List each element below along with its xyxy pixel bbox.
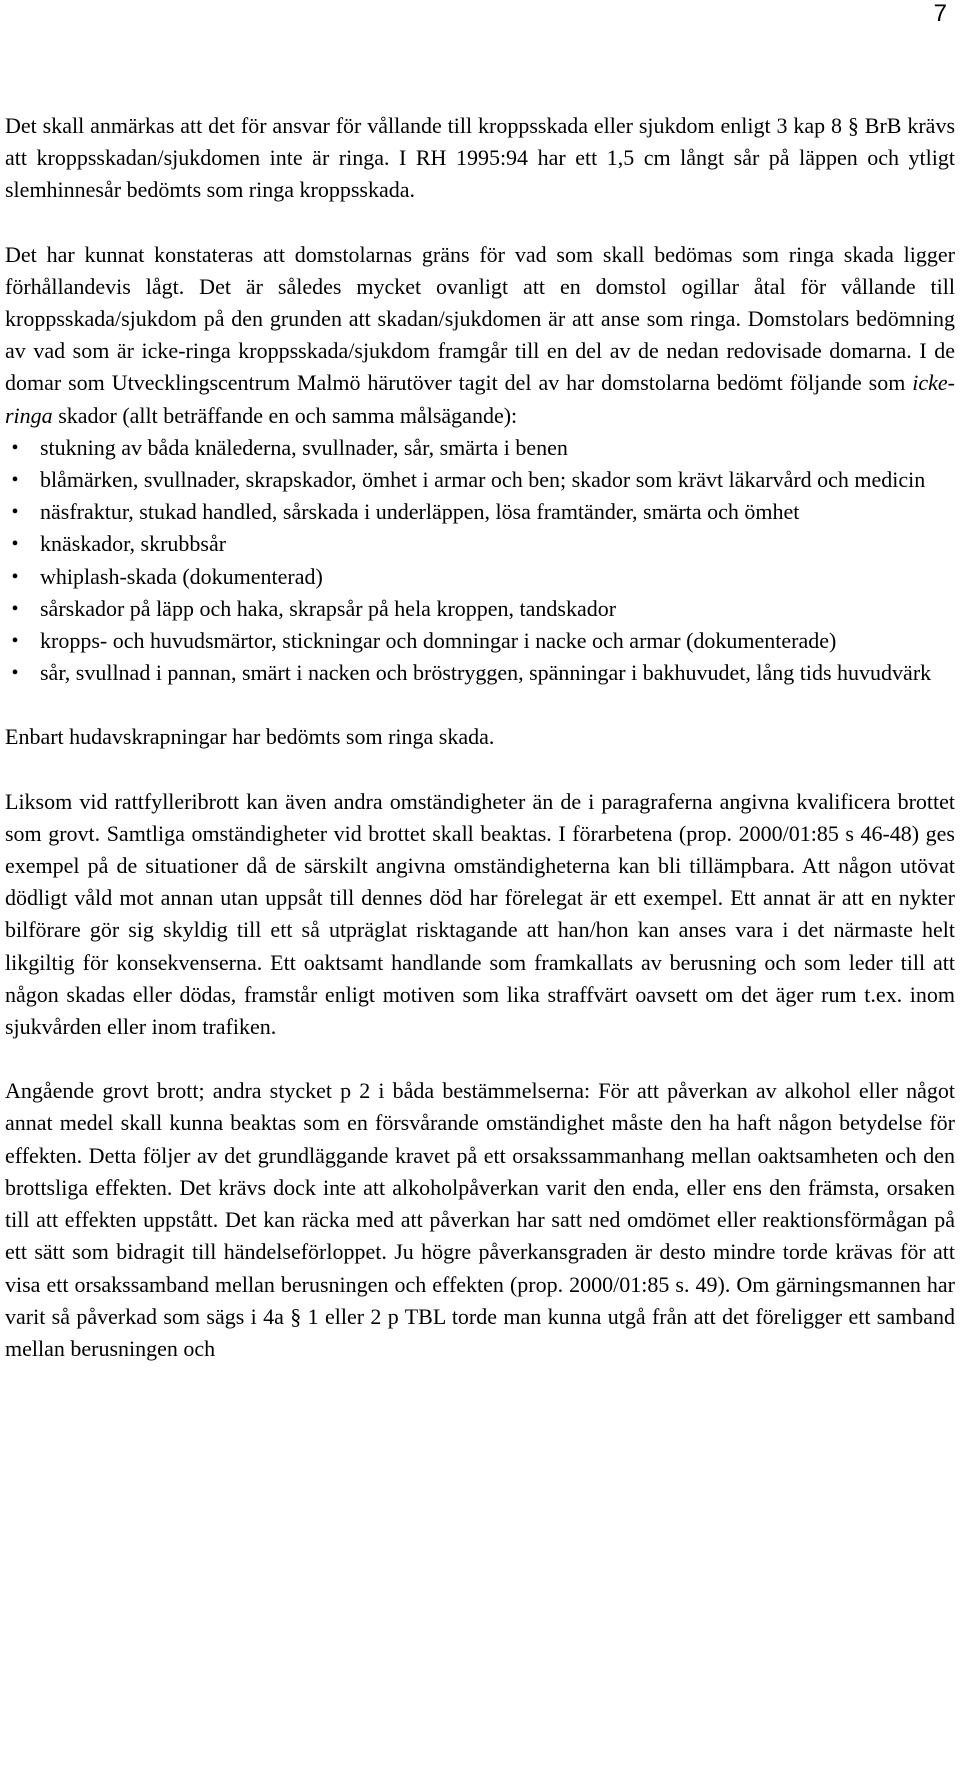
list-item-text: blåmärken, svullnader, skrapskador, ömhet i armar och ben; skador som krävt läkarvård och medicin: [40, 467, 926, 493]
bullet-icon: •: [11, 630, 19, 653]
bullet-icon: •: [11, 501, 19, 524]
list-item-text: kropps- och huvudsmärtor, stickningar och domningar i nacke och armar (dokumenterade): [40, 628, 837, 654]
list-item: [5, 593, 955, 625]
list-item: [5, 625, 955, 657]
list-item-text: whiplash-skada (dokumenterad): [40, 563, 323, 589]
paragraph-aggravating-circumstances: Liksom vid rattfylleribrott kan även andra omständigheter än de i paragraferna angivna kvalificera brottet som grovt. Samtliga omständigheter vid brottet skall beaktas. I förarbetena (prop. 2000/01:85 s 46-48) ges exempel på de situationer då de särskilt angivna omständigheterna kan bli tillämpbara. Att någon utövat dödligt våld mot annan utan uppsåt till dennes död har förelegat är ett exempel. Ett annat är att en nykter bilförare gör sig skyldig till ett så utpräglat risktagande att han/hon kan anses vara i det närmaste helt likgiltig för konsekvenserna. Ett oaktsamt handlande som framkallats av berusning och som leder till att någon skadas eller dödas, framstår enligt motiven som lika straffvärt oavsett om det äger rum t.ex. inom sjukvården eller inom trafiken.: [5, 788, 955, 1040]
bullet-icon: •: [11, 436, 19, 459]
bullet-icon: •: [11, 662, 19, 685]
list-item-text: sårskador på läpp och haka, skrapsår på hela kroppen, tandskador: [40, 595, 617, 621]
paragraph-skin-abrasions: Enbart hudavskrapningar har bedömts som ringa skada.: [5, 724, 495, 750]
paragraph-text: skador (allt beträffande en och samma målsägande):: [52, 402, 518, 428]
italic-term: icke-ringa: [5, 370, 955, 428]
list-item-text: knäskador, skrubbsår: [40, 531, 227, 557]
list-item-text: näsfraktur, stukad handled, sårskada i underläppen, lösa framtänder, smärta och ömhet: [40, 499, 800, 525]
list-item: [5, 657, 955, 689]
list-item: [5, 496, 955, 528]
bullet-icon: •: [11, 533, 19, 556]
list-item: [5, 528, 955, 560]
list-item: [5, 432, 955, 464]
page-number: 7: [933, 0, 947, 27]
list-item: [5, 464, 955, 496]
injury-list: [5, 432, 955, 690]
document-body: [5, 110, 955, 1365]
bullet-icon: •: [11, 565, 19, 588]
list-item: [5, 561, 955, 593]
bullet-icon: •: [11, 597, 19, 620]
paragraph-ringa-requirement: Det skall anmärkas att det för ansvar för vållande till kroppsskada eller sjukdom enligt 3 kap 8 § BrB krävs att kroppsskadan/sjukdomen inte är ringa. I RH 1995:94 har ett 1,5 cm långt sår på läppen och ytligt slemhinnesår bedömts som ringa kroppsskada.: [5, 113, 955, 203]
paragraph-gross-offence: Angående grovt brott; andra stycket p 2 i båda bestämmelserna: För att påverkan av alkohol eller något annat medel skall kunna beaktas som en försvårande omständighet måste den ha haft någon betydelse för effekten. Detta följer av det grundläggande kravet på ett orsakssammanhang mellan oaktsamheten och den brottsliga effekten. Det krävs dock inte att alkoholpåverkan varit den enda, eller ens den främsta, orsaken till att effekten uppstått. Det kan räcka med att påverkan har satt ned omdömet eller reaktionsförmågan på ett sätt som bidragit till händelseförloppet. Ju högre påverkansgraden är desto mindre torde krävas för att visa ett orsakssamband mellan berusningen och effekten (prop. 2000/01:85 s. 49). Om gärningsmannen har varit så påverkad som sägs i 4a § 1 eller 2 p TBL torde man kunna utgå från att det föreligger ett samband mellan berusningen och: [5, 1078, 955, 1361]
bullet-icon: •: [11, 469, 19, 492]
list-item-text: sår, svullnad i pannan, smärt i nacken och bröstryggen, spänningar i bakhuvudet, lång tids huvudvärk: [40, 660, 932, 686]
paragraph-court-threshold: [5, 239, 955, 432]
paragraph-text: Det har kunnat konstateras att domstolarnas gräns för vad som skall bedömas som ringa skada ligger förhållandevis lågt. Det är således mycket ovanligt att en domstol ogillar åtal för vållande till kroppsskada/sjukdom på den grunden att skadan/sjukdomen är att anse som ringa. Domstolars bedömning av vad som är icke-ringa kroppsskada/sjukdom framgår till en del av de nedan redovisade domarna. I de domar som Utvecklingscentrum Malmö härutöver tagit del av har domstolarna bedömt följande som: [5, 241, 955, 396]
list-item-text: stukning av båda knälederna, svullnader, sår, smärta i benen: [40, 434, 568, 460]
